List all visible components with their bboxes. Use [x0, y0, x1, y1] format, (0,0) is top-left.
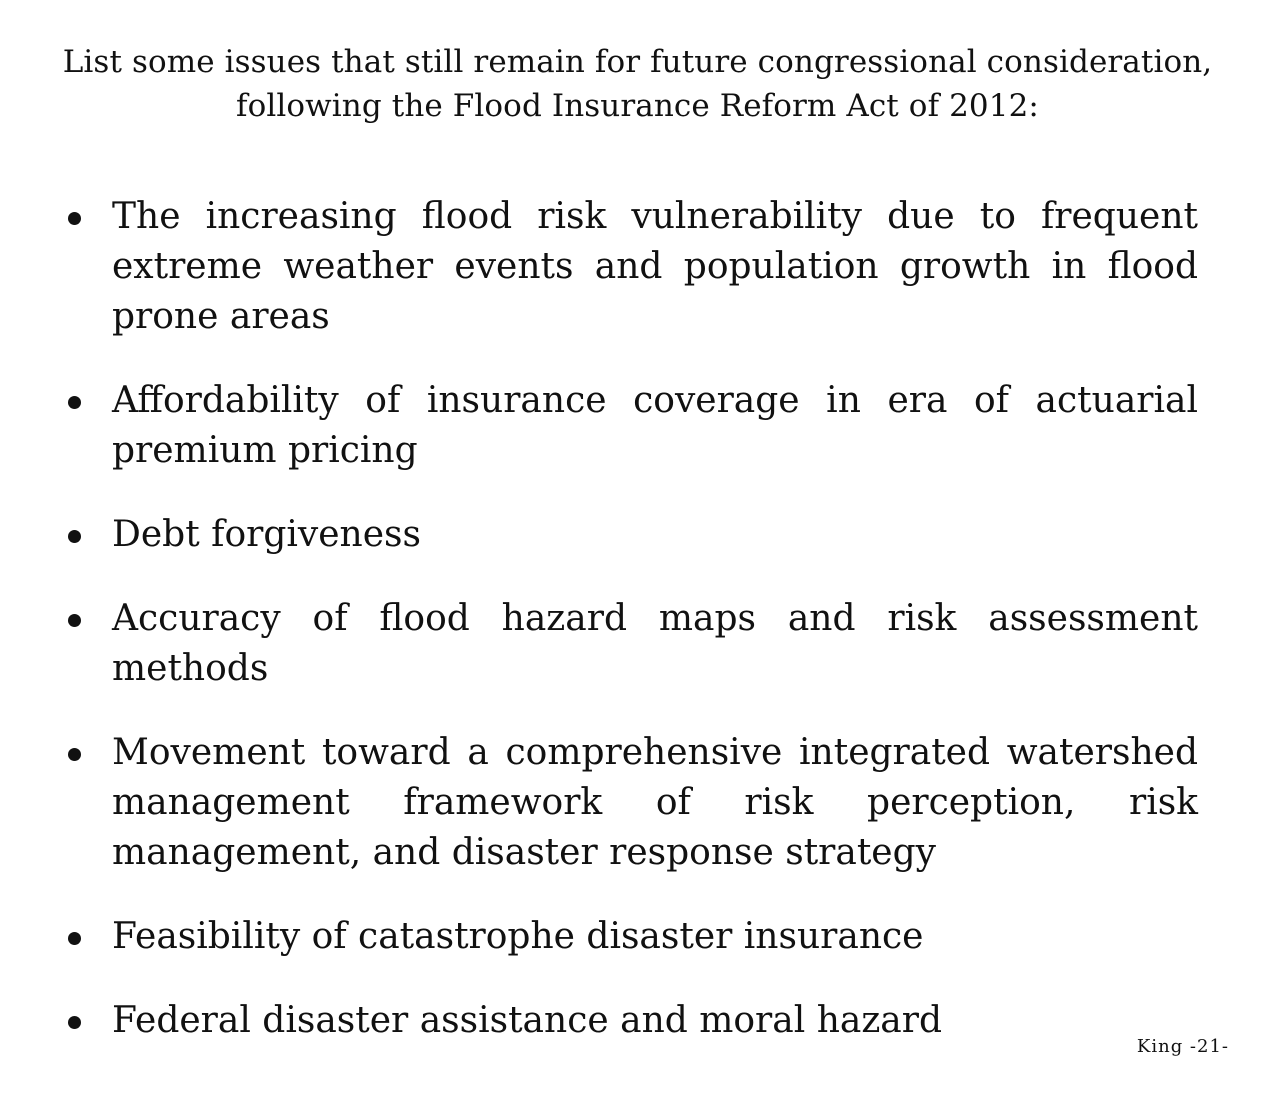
bullet-item-hazard-maps	[66, 594, 1198, 694]
bullet-text: Movement toward a comprehensive integrated watershed management framework of risk perception, risk management, and disaster response strategy	[112, 732, 1198, 873]
bullet-dot-icon	[68, 396, 81, 409]
bullet-item-catastrophe-insurance	[66, 912, 1198, 962]
bullet-dot-icon	[68, 932, 81, 945]
bullet-item-debt-forgiveness	[66, 510, 1198, 560]
bullet-item-flood-risk	[66, 192, 1198, 342]
slide-title-line-1: List some issues that still remain for future congressional consideration,	[62, 44, 1213, 80]
bullet-text: Federal disaster assistance and moral hazard	[112, 1000, 943, 1041]
bullet-text: Accuracy of flood hazard maps and risk assessment methods	[112, 598, 1198, 689]
bullet-dot-icon	[68, 212, 81, 225]
bullet-item-affordability	[66, 376, 1198, 476]
bullet-dot-icon	[68, 1016, 81, 1029]
issues-bullet-list	[66, 192, 1198, 1080]
bullet-text: Affordability of insurance coverage in era of actuarial premium pricing	[112, 380, 1198, 471]
page-footer: King -21-	[1136, 1036, 1229, 1057]
slide-title	[0, 40, 1275, 128]
bullet-dot-icon	[68, 530, 81, 543]
bullet-item-watershed-management	[66, 728, 1198, 878]
bullet-dot-icon	[68, 748, 81, 761]
bullet-text: Debt forgiveness	[112, 514, 421, 555]
slide-title-line-2: following the Flood Insurance Reform Act of 2012:	[236, 88, 1039, 124]
bullet-dot-icon	[68, 614, 81, 627]
bullet-item-federal-assistance	[66, 996, 1198, 1046]
bullet-text: The increasing flood risk vulnerability due to frequent extreme weather events and population growth in flood prone areas	[112, 196, 1198, 337]
bullet-text: Feasibility of catastrophe disaster insurance	[112, 916, 924, 957]
